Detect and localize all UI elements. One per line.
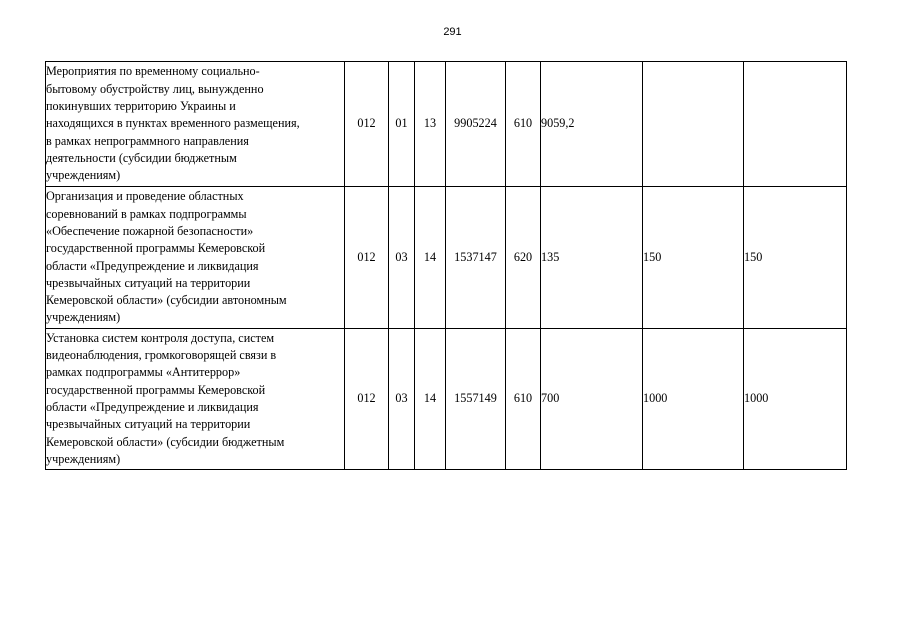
expense-name-line: чрезвычайных ситуаций на территории [46,417,251,432]
expense-name-line: области «Предупреждение и ликвидация [46,400,259,414]
sum-year3-cell [744,62,847,187]
expense-name-cell [46,62,345,187]
expense-name-line: Кемеровской области» (субсидии автономным [46,293,287,308]
expense-name-line: покинувших территорию Украины и [46,99,236,114]
page-number: 291 [443,26,462,38]
section-cell: 01 [389,62,415,187]
expense-name-line: учреждениям) [46,310,121,325]
table-row [46,187,847,329]
ministry-code-cell: 012 [345,187,389,329]
expense-name-line: находящихся в пунктах временного размещения, [46,116,300,131]
ministry-code-cell: 012 [345,62,389,187]
target-article-cell: 1537147 [446,187,506,329]
sum-year1-cell: 9059,2 [541,62,643,187]
subsection-cell: 13 [415,62,446,187]
expense-name-cell [46,329,345,470]
ministry-code-cell: 012 [345,329,389,470]
expense-name-line: соревнований в рамках подпрограммы [46,206,247,221]
expense-name-line: деятельности (субсидии бюджетным [46,150,237,165]
target-article-cell: 1557149 [446,329,506,470]
subsection-cell: 14 [415,187,446,329]
expense-type-cell: 620 [506,187,541,329]
expense-name-line: видеонаблюдения, громкоговорящей связи в [46,348,277,363]
expense-name-line: учреждениям) [46,451,121,466]
expense-name-line: бытовому обустройству лиц, вынужденно [46,81,264,96]
expense-name-line: Установка систем контроля доступа, систем [46,330,275,345]
table-row [46,329,847,470]
target-article-cell: 9905224 [446,62,506,187]
sum-year1-cell: 135 [541,187,643,329]
expense-name-line: Кемеровской области» (субсидии бюджетным [46,434,285,449]
expense-name-line: области «Предупреждение и ликвидация [46,258,259,273]
expense-name-line: в рамках непрограммного направления [46,133,249,148]
expense-name-line: рамках подпрограммы «Антитеррор» [46,365,241,380]
expense-type-cell: 610 [506,329,541,470]
sum-year3-cell: 1000 [744,329,847,470]
budget-table [45,61,847,470]
expense-name-line: «Обеспечение пожарной безопасности» [46,223,254,238]
sum-year1-cell: 700 [541,329,643,470]
expense-name-line: чрезвычайных ситуаций на территории [46,275,251,290]
section-cell: 03 [389,329,415,470]
expense-name-cell [46,187,345,329]
subsection-cell: 14 [415,329,446,470]
expense-type-cell: 610 [506,62,541,187]
expense-name-line: Мероприятия по временному социально- [46,64,260,79]
expense-name-line: государственной программы Кемеровской [46,382,266,397]
expense-name-line: Организация и проведение областных [46,189,244,204]
table-row [46,62,847,187]
expense-name-line: учреждениям) [46,168,121,183]
sum-year3-cell: 150 [744,187,847,329]
expense-name-line: государственной программы Кемеровской [46,241,266,256]
sum-year2-cell: 150 [643,187,744,329]
section-cell: 03 [389,187,415,329]
sum-year2-cell [643,62,744,187]
sum-year2-cell: 1000 [643,329,744,470]
